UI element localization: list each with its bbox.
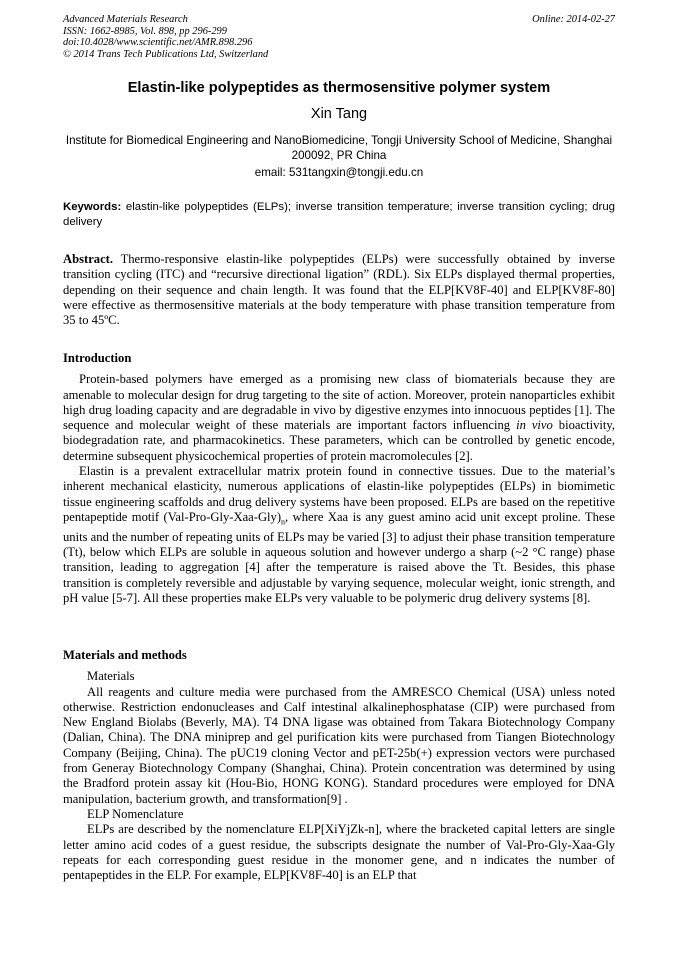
paper-title: Elastin-like polypeptides as thermosensitive polymer system <box>127 80 551 96</box>
abstract-text: Thermo-responsive elastin-like polypeptides (ELPs) were successfully obtained by inverse transition cycling (ITC) and “recursive directional ligation” (RDL). Six ELPs displayed thermal properties, depending on their sequence and chain length. It was found that the ELP[KV8F-40] and ELP[KV8F-80] were effective as thermosensitive materials at the body temperature with phase transition temperature from 35 to 45ºC. <box>63 252 615 328</box>
author-name: Xin Tang <box>310 106 368 122</box>
methods-heading: Materials and methods <box>63 648 187 662</box>
keywords-label: Keywords: <box>63 201 122 213</box>
author-email: email: 531tangxin@tongji.edu.cn <box>254 166 424 179</box>
introduction-section <box>63 351 615 606</box>
nomenclature-paragraph: ELPs are described by the nomenclature ELP[XiYjZk-n], where the bracketed capital letters are single letter amino acid codes of a guest residue, the subscripts designate the number of Val-Pro-Gly-Xaa-Gly repeats for each corresponding guest residue in the monomer gene, and n indicates the number of pentapeptides in the ELP. For example, ELP[KV8F-40] is an ELP that <box>63 822 615 883</box>
intro-paragraph-2: Elastin is a prevalent extracellular matrix protein found in connective tissues. Due to the material’s inherent mechanical elasticity, numerous applications of elastin-like polypeptides (ELPs) in biomimetic tissue engineering scaffolds and drug delivery systems have been proposed. ELPs are based on the repetitive pentapeptide motif $(Val-Pro-Gly-Xaa-Gly)_n$, where Xaa is any guest amino acid unit except proline. These units and the number of repeating units of ELPs may be varied [3] to adjust their phase transition temperature (Tt), below which ELPs are soluble in aqueous solution and however undergo a sharp (~2 °C range) phase transition, leading to aggregation [4] after the temperature is raised above the Tt. Besides, this phase transition is completely reversible and adjustable by varying sequence, molecular weight, ionic strength, and pH value [5-7]. All these properties make ELPs very valuable to be polymeric drug delivery systems [8]. <box>63 464 616 605</box>
abstract <box>63 252 615 328</box>
doi-line: doi:10.4028/www.scientific.net/AMR.898.296 <box>63 37 253 49</box>
copyright-line: © 2014 Trans Tech Publications Ltd, Switzerland <box>63 48 269 60</box>
issn-line: ISSN: 1662-8985, Vol. 898, pp 296-299 <box>63 25 227 37</box>
materials-paragraph: All reagents and culture media were purchased from the AMRESCO Chemical (USA) unless noted otherwise. Restriction endonucleases and Calf intestinal alkalinephosphatase (CIP) were purchased from New England Biolabs (Beverly, MA). T4 DNA ligase was obtained from Takara Biotechnology Company (Dalian, China). The DNA miniprep and gel purification kits were purchased from Tiangen Biotechnology Company (Beijing, China). The pUC19 cloning Vector and pET-25b(+) expression vectors were purchased from Generay Biotechnology Company (Shanghai, China). Protein concentration was determined by using the Bradford protein assay kit (Hou-Bio, HONG KONG). Standard procedures were employed for DNA manipulation, bacterium growth, and transformation[9] . <box>63 684 615 806</box>
introduction-heading: Introduction <box>63 351 132 365</box>
affiliation: Institute for Biomedical Engineering and NanoBiomedicine, Tongji University School of Medicine, Shanghai 200092, PR China <box>65 134 613 162</box>
keywords-text: elastin-like polypeptides (ELPs); inverse transition temperature; inverse transition cycling; drug delivery <box>63 201 615 229</box>
journal-header <box>63 14 615 60</box>
materials-subheading: Materials <box>87 669 135 684</box>
nomenclature-subheading: ELP Nomenclature <box>87 806 184 821</box>
abstract-label: Abstract. <box>63 252 114 266</box>
online-date: Online: 2014-02-27 <box>532 14 615 25</box>
keywords <box>63 200 615 230</box>
intro-paragraph-1: Protein-based polymers have emerged as a promising new class of biomaterials because they are amenable to molecular design for drug targeting to the site of action. Moreover, protein nanoparticles exhibit high drug loading capacity and are degradable in vivo by digestive enzymes into innocuous peptides [1]. The sequence and molecular weight of these materials are important factors influencing in vivo bioactivity, biodegradation rate, and pharmacokinetics. These parameters, which can be controlled by genetic encode, determine subsequent physicochemical properties of protein macromolecules [2]. <box>63 372 615 463</box>
journal-name: Advanced Materials Research <box>63 14 188 25</box>
methods-section <box>63 648 615 883</box>
